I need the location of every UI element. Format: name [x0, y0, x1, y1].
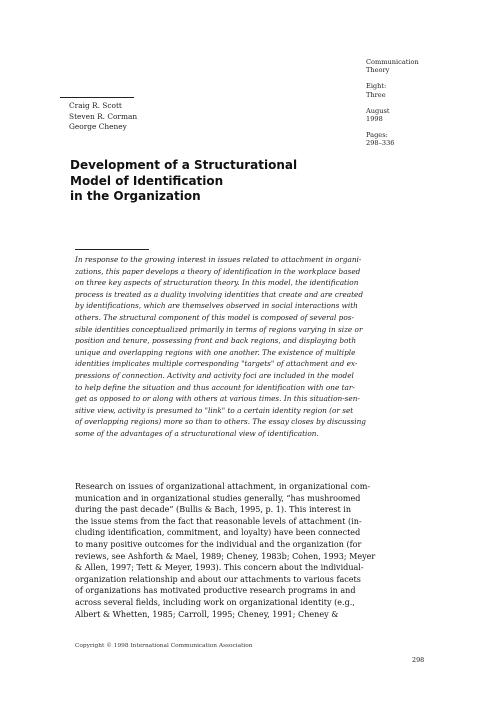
title-line: Development of a Structurational	[70, 158, 298, 172]
body-line: the issue stems from the fact that reasonable levels of attachment (in-	[75, 516, 362, 526]
page-number: 298	[412, 656, 425, 664]
abstract-line: position and tenure, possessing front and back regions, and displaying both	[75, 336, 357, 346]
body-line: & Allen, 1997; Tett & Meyer, 1993). This concern about the individual-	[75, 563, 364, 573]
body-line: Research on issues of organizational attachment, in organizational com-	[75, 482, 371, 491]
abstract-line: In response to the growing interest in issues related to attachment in organi-	[75, 255, 362, 264]
author-divider	[60, 97, 134, 98]
abstract-line: of overlapping regions) more so than to others. The essay closes by discussing	[75, 417, 366, 427]
journal-volume	[366, 82, 466, 98]
title-line: in the Organization	[70, 189, 201, 203]
journal-name-line: Communication	[366, 58, 419, 66]
abstract-line: get as opposed to or along with others at various times. In this situation-sen-	[75, 394, 360, 404]
author-name: Steven R. Corman	[69, 111, 138, 121]
author-list	[69, 101, 137, 133]
abstract-line: on three key aspects of structuration theory. In this model, the identification	[75, 278, 359, 288]
title-line: Model of Identification	[70, 173, 224, 188]
body-line: during the past decade” (Bullis & Bach, 1995, p. 1). This interest in	[75, 505, 352, 515]
month-label: August	[366, 106, 390, 115]
body-line: of organizations has motivated productive research programs in and	[75, 586, 356, 596]
body-paragraph	[75, 481, 423, 620]
body-line: to many positive outcomes for the individual and the organization (for	[75, 539, 362, 549]
body-line: Albert & Whetten, 1985; Carroll, 1995; Cheney, 1991; Cheney &	[75, 609, 339, 619]
abstract-line: zations, this paper develops a theory of identification in the workplace based	[75, 266, 361, 276]
journal-name-line: Theory	[366, 66, 390, 75]
journal-name	[366, 58, 466, 74]
abstract-line: sitive view, activity is presumed to "link" to a certain identity region (or set	[75, 405, 354, 415]
journal-metadata-sidebar	[366, 58, 466, 156]
body-line: organization relationship and about our attachments to various facets	[75, 574, 361, 584]
author-name: George Cheney	[69, 122, 127, 131]
abstract	[75, 254, 423, 440]
abstract-line: some of the advantages of a structurational view of identification.	[75, 428, 319, 438]
article-title	[70, 158, 330, 205]
abstract-line: pressions of connection. Activity and activity foci are included in the model	[75, 370, 354, 380]
year-label: 1998	[366, 115, 383, 124]
pages-label: Pages:	[366, 131, 388, 140]
page-range	[366, 131, 466, 147]
pages-value: 298–336	[366, 139, 395, 148]
copyright-notice: Copyright © 1998 International Communication Association	[75, 643, 253, 649]
body-line: reviews, see Ashforth & Mael, 1989; Cheney, 1983b; Cohen, 1993; Meyer	[75, 551, 376, 561]
abstract-line: to help define the situation and thus account for identification with one tar-	[75, 382, 355, 392]
issue-label: Three	[366, 90, 386, 99]
body-line: across several fields, including work on organizational identity (e.g.,	[75, 597, 355, 607]
author-name: Craig R. Scott	[69, 101, 122, 110]
publication-date	[366, 107, 466, 123]
body-line: munication and in organizational studies generally, “has mushroomed	[75, 493, 361, 503]
abstract-line: sible identities conceptualized primarily in terms of regions varying in size or	[75, 324, 363, 334]
abstract-line: process is treated as a duality involving identities that create and are created	[75, 289, 364, 299]
abstract-line: identities implicates multiple corresponding "targets" of attachment and ex-	[75, 359, 358, 369]
abstract-line: unique and overlapping regions with one another. The existence of multiple	[75, 347, 356, 357]
volume-label: Eight:	[366, 82, 387, 91]
abstract-line: by identifications, which are themselves observed in social interactions with	[75, 301, 358, 311]
abstract-line: others. The structural component of this model is composed of several pos-	[75, 312, 354, 322]
body-line: cluding identification, commitment, and loyalty) have been connected	[75, 528, 361, 538]
abstract-divider	[75, 249, 149, 250]
